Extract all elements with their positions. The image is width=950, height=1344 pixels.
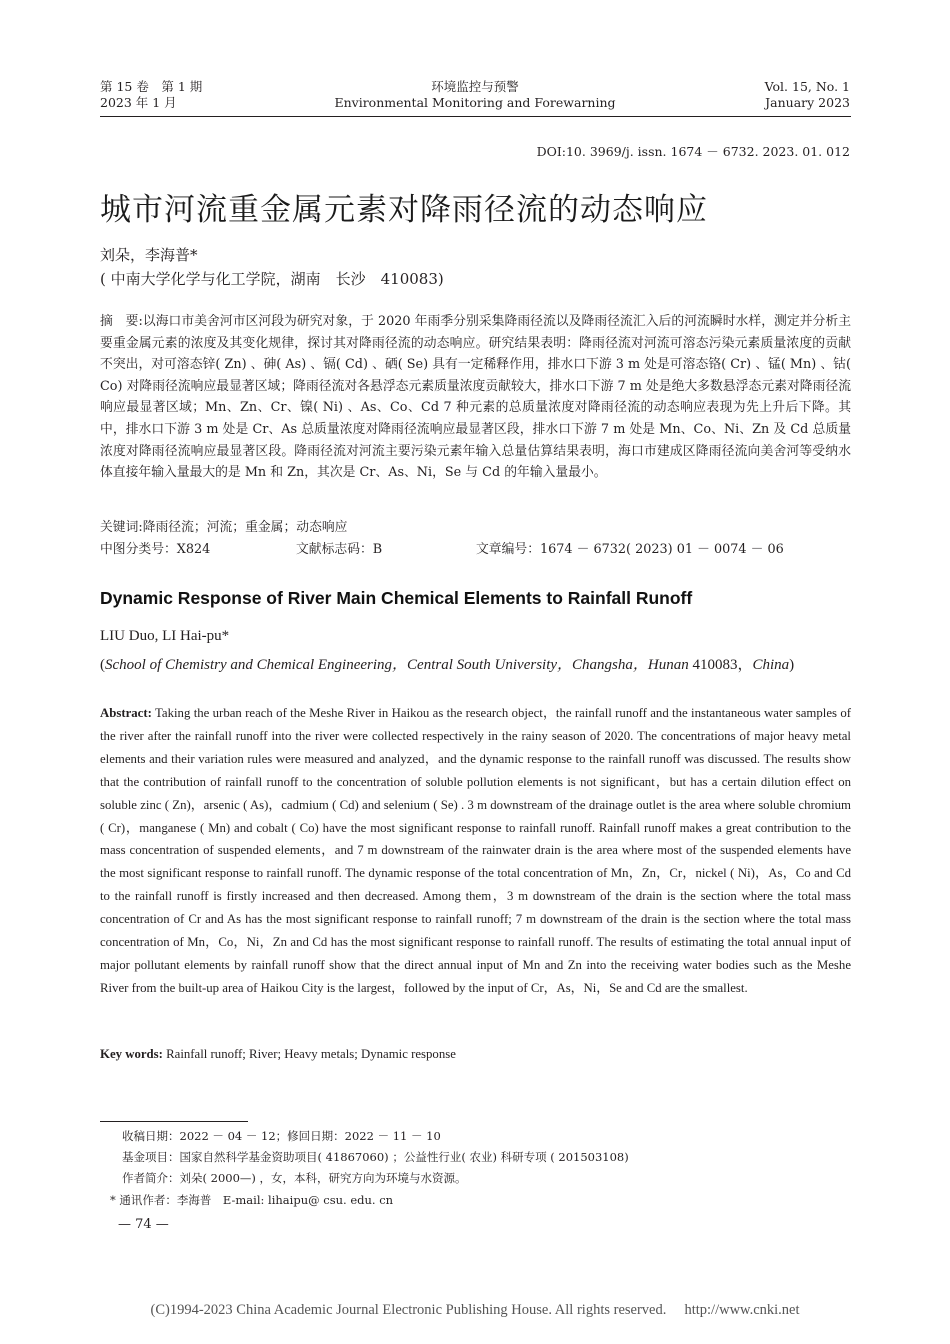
classification-row [100,539,851,561]
article-number: 文章编号：1674 － 6732( 2023) 01 － 0074 － 06 [476,542,784,557]
header-volume-issue: 第 15 卷 第 1 期 [100,79,203,94]
abstract-en [100,702,851,1000]
doi: DOI:10. 3969/j. issn. 1674 － 6732. 2023. 01. 012 [536,144,850,159]
footnote-divider [100,1121,248,1122]
header-issue-en [765,79,850,111]
affiliation-en-country: China [752,657,790,673]
header-divider [100,116,851,117]
title-en: Dynamic Response of River Main Chemical Elements to Rainfall Runoff [100,588,693,608]
header-journal-en: Environmental Monitoring and Forewarning [334,95,616,110]
header-date: 2023 年 1 月 [100,95,177,110]
clc-number: 中图分类号：X824 [100,542,211,557]
abstract-en-label: Abstract: [100,706,152,720]
header-date-en: January 2023 [765,95,850,110]
keywords-cn-text: 降雨径流；河流；重金属；动态响应 [142,520,348,535]
document-code: 文献标志码：B [296,542,383,557]
keywords-cn [100,517,851,539]
abstract-cn-label: 摘 要: [100,314,143,329]
affiliation-cn: ( 中南大学化学与化工学院，湖南 长沙 410083) [100,270,444,288]
keywords-en-text: Rainfall runoff; River; Heavy metals; Dynamic response [166,1047,456,1061]
footnote-funding: 基金项目：国家自然科学基金资助项目( 41867060) ；公益性行业( 农业) 科研专项 ( 201503108) [122,1150,629,1164]
abstract-en-text: Taking the urban reach of the Meshe River in Haikou as the research object，the rainfall runoff and the instantaneous water samples of the river after the rainfall runoff into the river were collected respectively in the rainy season of 2020. The concentrations of major heavy metal elements and their variation rules were measured and analyzed，and the dynamic response to the rainfall runoff was discussed. The results show that the contribution of rainfall runoff to the concentration of soluble pollution elements is not significant，but has a certain dilution effect on soluble zinc ( Zn)，arsenic ( As)，cadmium ( Cd) and selenium ( Se) . 3 m downstream of the drainage outlet is the area where soluble chromium ( Cr)，manganese ( Mn) and cobalt ( Co) have the most significant response to rainfall runoff. Rainfall runoff makes a great contribution to the mass concentration of suspended elements，and 7 m downstream of the rainwater drain is the area where most of the suspended elements have the most significant response to rainfall runoff. The dynamic response of the total concentration of Mn，Zn，Cr，nickel ( Ni)，As，Co and Cd to the rainfall runoff is firstly increased and then decreased. Among them，3 m downstream of the drain is the section where the total mass concentration of Cr and As has the most significant response to rainfall runoff; 7 m downstream of the drain is the section where the total mass concentration of Mn，Co，Ni，Zn and Cd has the most significant response to rainfall runoff. The results of estimating the total annual input of major pollutant elements by rainfall runoff show that the direct annual input of Mn and Zn into the receiving water bodies such as the Meshe River from the built-up area of Haikou City is the largest，followed by the input of Cr，As，Ni，Se and Cd are the smallest. [100,706,852,995]
header-journal-cn: 环境监控与预警 [431,79,519,94]
header-issue [100,79,202,111]
keywords-en [100,1043,851,1066]
authors-cn: 刘朵，李海普* [100,246,198,264]
affiliation-en-institution: School of Chemistry and Chemical Engineering，Central South University，Changsha，Hunan [105,657,689,673]
abstract-cn [100,311,851,484]
title-cn: 城市河流重金属元素对降雨径流的动态响应 [100,192,708,228]
keywords-cn-label: 关键词: [100,520,143,535]
page-number: — 74 — [118,1217,169,1232]
affiliation-en: (School of Chemistry and Chemical Engineering，Central South University，Changsha，Hunan 410083，China) [100,657,795,673]
footnote-corresponding: * 通讯作者：李海普 E-mail: lihaipu@ csu. edu. cn [110,1193,394,1207]
header-journal [300,79,650,111]
footnote-author-bio: 作者简介：刘朵( 2000—) ，女，本科，研究方向为环境与水资源。 [122,1171,467,1185]
copyright-notice: (C)1994-2023 China Academic Journal Electronic Publishing House. All rights reserved. http://www.cnki.net [150,1302,800,1318]
keywords-en-label: Key words: [100,1047,163,1061]
abstract-cn-text: 以海口市美舍河市区河段为研究对象，于 2020 年雨季分别采集降雨径流以及降雨径流汇入后的河流瞬时水样，测定并分析主要重金属元素的浓度及其变化规律，探讨其对降雨径流的动态响应。研究结果表明：降雨径流对河流可溶态污染元素质量浓度的贡献不突出，对可溶态锌( Zn) 、砷( As) 、镉( Cd) 、硒( Se) 具有一定稀释作用，排水口下游 3 m 处是可溶态铬( Cr) 、锰( Mn) 、钴( Co) 对降雨径流响应最显著区域；降雨径流对各悬浮态元素质量浓度贡献较大，排水口下游 7 m 处是绝大多数悬浮态元素对降雨径流响应最显著区域；Mn、Zn、Cr、镍( Ni) 、As、Co、Cd 7 种元素的总质量浓度对降雨径流的动态响应表现为先上升后下降。其中，排水口下游 3 m 处是 Cr、As 总质量浓度对降雨径流响应最显著区段，排水口下游 7 m 处是 Mn、Co、Ni、Zn 及 Cd 总质量浓度对降雨径流响应最显著区段。降雨径流对河流主要污染元素年输入总量估算结果表明，海口市建成区降雨径流向美舍河等受纳水体直接年输入量最大的是 Mn 和 Zn，其次是 Cr、As、Ni，Se 与 Cd 的年输入量最小。 [100,314,852,481]
header-volume-en: Vol. 15, No. 1 [764,79,850,94]
footnote-received: 收稿日期：2022 － 04 － 12；修回日期：2022 － 11 － 10 [122,1129,441,1143]
authors-en: LIU Duo, LI Hai-pu* [100,628,230,644]
